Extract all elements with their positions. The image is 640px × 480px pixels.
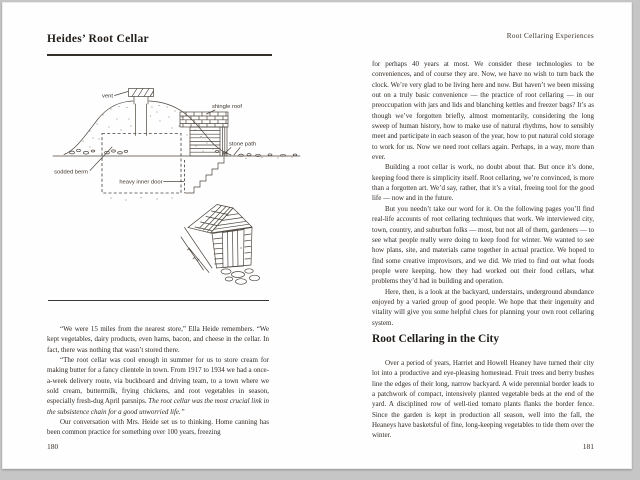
running-header: Root Cellaring Experiences	[506, 32, 594, 40]
mound-outline	[64, 101, 231, 155]
earth-stipple	[83, 105, 293, 200]
entry-shed-perspective-drawing	[181, 205, 260, 285]
paragraph	[47, 355, 269, 417]
entry-house-section	[180, 112, 228, 156]
diagram-label-vent: vent	[102, 93, 113, 100]
paragraph: Building a root cellar is work, no doubt about that. But once it’s done, keeping food there is simplicity itself. Root cellaring, we’re convinced, is more than a forgotten art. We’d say, rather, that it’s a vital, freeing tool for the good life — now and in the future.	[372, 163, 594, 203]
paragraph: But you needn’t take our word for it. On the following pages you’ll find real-life accounts of root cellaring techniques that work. We interviewed city, town, country, and suburban folks — most, but not all of them, gardeners — to see what people really were doing to keep food for winter. We wanted to see how plans, site, and materials came together in actual practice. We hoped to find some creative improvisors, and we did. We tried to find out what foods people were keeping, how they had worked out their food cellars, what problems they’d had in building and operation.	[372, 204, 594, 286]
title-rule	[47, 54, 272, 56]
chapter-title: Heides’ Root Cellar	[47, 33, 149, 45]
paragraph: Here, then, is a look at the backyard, understairs, underground abundance enjoyed by a varied group of good people. We hope that their ingenuity and vitality will give you some helpful clues for planning your own root cellaring system.	[372, 287, 594, 327]
book-spread	[2, 2, 632, 469]
vent-leader-line	[115, 92, 129, 96]
paragraph: “We were 15 miles from the nearest store,” Ella Heide remembers. “We kept vegetables, dairy products, even hams, bacon, and cheese in the cellar. In fact, there was nothing that wasn’t stored there.	[47, 325, 269, 354]
section-heading: Root Cellaring in the City	[372, 333, 500, 345]
paragraph-text: “The root cellar was cool enough in summer for us to store cream for making butter for a fancy clientele in town. From 1917 to 1934 we had a once-a-week delivery route, via buckboard and driving team, to a town where we sold cream, buttermilk, frying chickens, and root vegetables in season, especially fresh-dug April parsnips.	[47, 356, 269, 406]
root-cellar-cross-section-diagram	[38, 73, 324, 307]
diagram-label-shingle-roof: shingle roof	[212, 104, 242, 110]
paragraph: Over a period of years, Harriet and Howell Heaney have turned their city lot into a productive and eye-pleasing homestead. Fruit trees and berry bushes line the edges of their long, narrow backyard. A wide perennial border leads to a patchwork of compact, intensively planted vegetable beds at the end of the yard. A disciplined row of well-tied tomato plants flanks the border fence. Since the garden is kept in production all season, well into the fall, the Heaneys have basketsful of fine, long-keeping vegetables to tide them over the winter.	[372, 359, 594, 440]
sodded-berm-leader-line	[90, 147, 112, 171]
right-page-text	[372, 59, 594, 338]
rocks	[70, 149, 227, 154]
page-number-left: 180	[47, 442, 59, 451]
left-page-text	[47, 324, 269, 442]
vent-chimney	[129, 89, 154, 136]
paragraph: for perhaps 40 years at most. We consider these technologies to be conveniences, and of course they are. Now, we have no wish to turn back the clock. We’re very glad to be living here and now. But haven’t we been missing out on a truly basic convenience — the practice of root cellaring — in our preoccupation with jars and lids and blanching kettles and freezer bags? It’s as though we’ve forgotten briefly, almost momentarily, considering the long sweep of human history, how to make use of natural rhythms, how to sensibly meet and participate in each season of the year, how to put natural cold storage to work for us. Now we need root cellars again. Perhaps, in a way, more than ever.	[372, 60, 594, 162]
stairs	[185, 157, 224, 193]
diagram-label-heavy-inner-door: heavy inner door	[119, 179, 163, 186]
section-text	[372, 358, 594, 442]
diagram-label-sodded-berm: sodded berm	[54, 169, 88, 176]
page-number-right: 181	[582, 442, 594, 451]
paragraph: Our conversation with Mrs. Heide set us to thinking. Home canning has been common practice for something over 100 years, freezing	[47, 418, 269, 437]
diagram-label-stone-path: stone path	[229, 141, 257, 148]
paragraph-italic-text: The root cellar was the most crucial link in the subsistence chain for a good unworried life.”	[47, 397, 269, 416]
section-divider-rule	[48, 300, 269, 301]
